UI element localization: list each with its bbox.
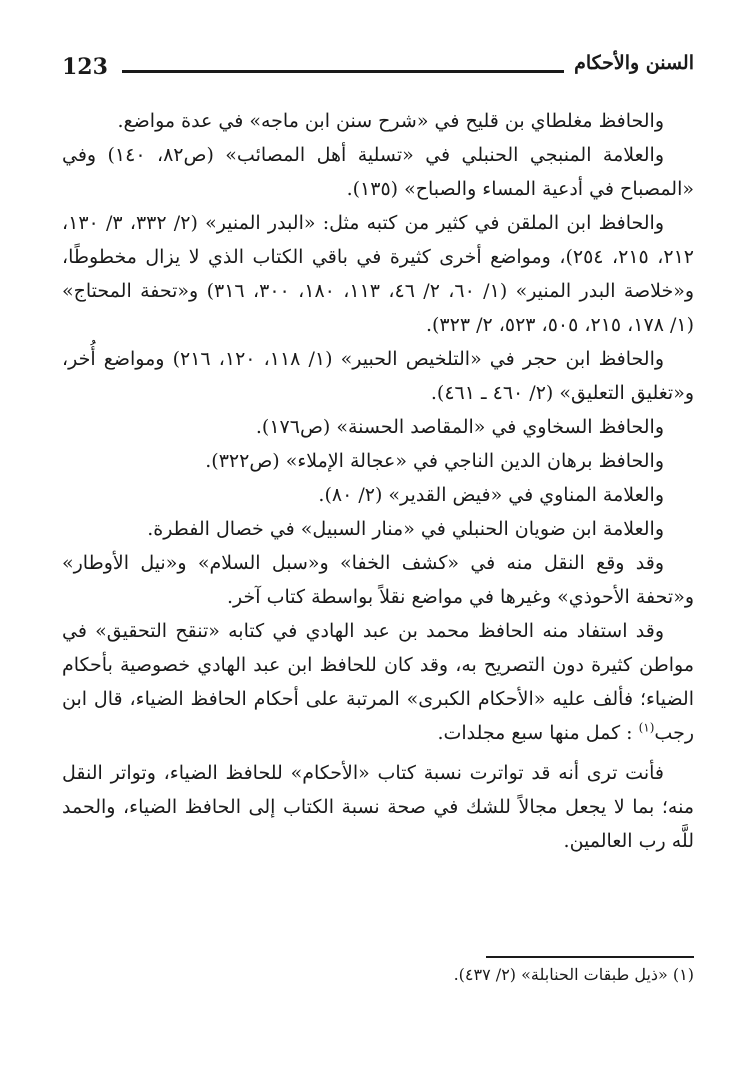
header-rule xyxy=(122,70,564,73)
paragraph-ibn-hajar: والحافظ ابن حجر في «التلخيص الحبير» (١/ ١١٨، ١٢٠، ٢١٦) ومواضع أُخر، و«تغليق التعليق» (٢/ ٤٦٠ ـ ٤٦١). xyxy=(62,348,694,404)
footnote-reference: (١) xyxy=(638,720,655,735)
running-title: السنن والأحكام xyxy=(574,52,694,74)
paragraph-mughaltay: والحافظ مغلطاي بن قليح في «شرح سنن ابن ماجه» في عدة مواضع. xyxy=(117,110,664,132)
paragraph-text-before-ref: وقد استفاد منه الحافظ محمد بن عبد الهادي في كتابه «تنقح التحقيق» في مواطن كثيرة دون التصريح به، وقد كان للحافظ ابن عبد الهادي خصوصية بأحكام الضياء؛ فألف عليه «الأحكام الكبرى» المرتبة على أحكام الحافظ الضياء، قال ابن رجب xyxy=(62,620,694,744)
page-number: 123 xyxy=(62,54,108,80)
paragraph-naql: وقد وقع النقل منه في «كشف الخفا» و«سبل السلام» و«نيل الأوطار» و«تحفة الأحوذي» وغيرها في مواضع نقلاً بواسطة كتاب آخر. xyxy=(62,552,694,608)
paragraph-sakhawi: والحافظ السخاوي في «المقاصد الحسنة» (ص١٧٦). xyxy=(255,416,664,438)
paragraph-munawi: والعلامة المناوي في «فيض القدير» (٢/ ٨٠). xyxy=(318,484,664,506)
footnote: (١) «ذيل طبقات الحنابلة» (٢/ ٤٣٧). xyxy=(453,965,694,984)
paragraph-ibn-mulaqqin: والحافظ ابن الملقن في كثير من كتبه مثل: «البدر المنير» (٢/ ٣٣٢، ٣/ ١٣٠، ٢١٢، ٢١٥، ٢٥٤)، ومواضع أخرى كثيرة في باقي الكتاب الذي لا يزال مخطوطًا، و«خلاصة البدر المنير» (١/ ٦٠، ٢/ ٤٦، ١١٣، ١٨٠، ٣٠٠، ٣١٦) و«تحفة المحتاج» (١/ ١٧٨، ٢١٥، ٥٠٥، ٥٢٣، ٢/ ٣٢٣). xyxy=(62,212,695,336)
main-text xyxy=(62,104,694,858)
paragraph-manbaji: والعلامة المنبجي الحنبلي في «تسلية أهل المصائب» (ص٨٢، ١٤٠) وفي «المصباح في أدعية المساء والصباح» (١٣٥). xyxy=(62,144,694,200)
paragraph-naji: والحافظ برهان الدين الناجي في «عجالة الإملاء» (ص٣٢٢). xyxy=(205,450,664,472)
paragraph-ibn-duwayan: والعلامة ابن ضويان الحنبلي في «منار السبيل» في خصال الفطرة. xyxy=(147,518,664,540)
paragraph-ibn-abd-al-hadi xyxy=(62,614,694,750)
running-header xyxy=(62,52,694,88)
paragraph-conclusion: فأنت ترى أنه قد تواترت نسبة كتاب «الأحكام» للحافظ الضياء، وتواتر النقل منه؛ بما لا يجعل مجالاً للشك في صحة نسبة الكتاب إلى الحافظ الضياء، والحمد للَّه رب العالمين. xyxy=(62,762,694,852)
footnote-rule xyxy=(486,956,694,958)
paragraph-text-after-ref: : كمل منها سبع مجلدات. xyxy=(437,722,639,744)
